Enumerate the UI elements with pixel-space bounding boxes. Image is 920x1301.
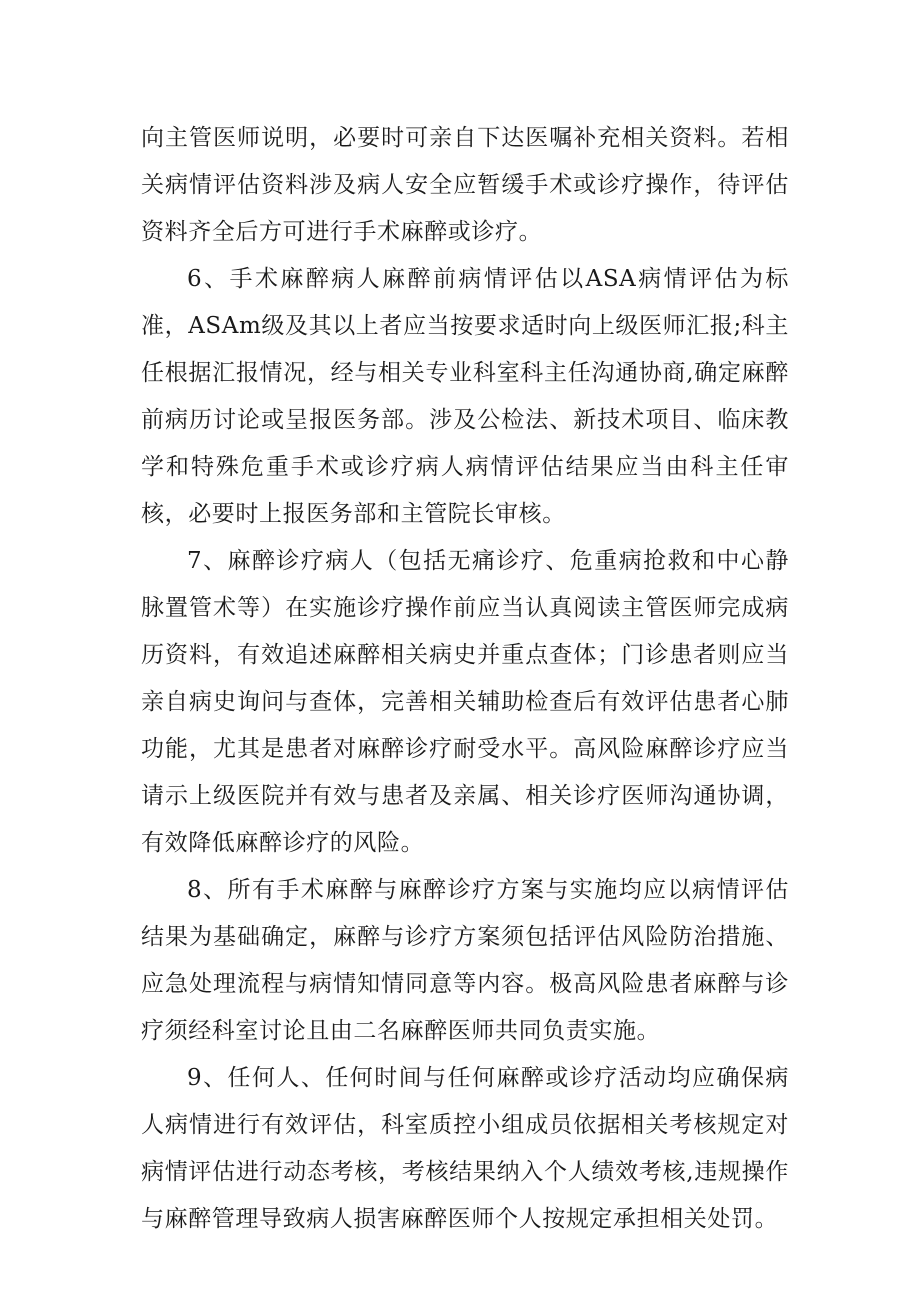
paragraph-item-8: 8、所有手术麻醉与麻醉诊疗方案与实施均应以病情评估结果为基础确定，麻醉与诊疗方案须包括评估风险防治措施、应急处理流程与病情知情同意等内容。极高风险患者麻醉与诊疗须经科室讨论且由二名麻醉医师共同负责实施。 bbox=[141, 877, 789, 1044]
paragraph-item-9: 9、任何人、任何时间与任何麻醉或诊疗活动均应确保病人病情进行有效评估，科室质控小组成员依据相关考核规定对病情评估进行动态考核，考核结果纳入个人绩效考核,违规操作与麻醉管理导致病人损害麻醉医师个人按规定承担相关处罚。 bbox=[141, 1065, 789, 1232]
document-body bbox=[141, 115, 789, 1243]
paragraph-item-7: 7、麻醉诊疗病人（包括无痛诊疗、危重病抢救和中心静脉置管术等）在实施诊疗操作前应当认真阅读主管医师完成病历资料，有效追述麻醉相关病史并重点查体；门诊患者则应当亲自病史询问与查体，完善相关辅助检查后有效评估患者心肺功能，尤其是患者对麻醉诊疗耐受水平。高风险麻醉诊疗应当请示上级医院并有效与患者及亲属、相关诊疗医师沟通协调，有效降低麻醉诊疗的风险。 bbox=[141, 548, 789, 856]
paragraph-item-6: 6、手术麻醉病人麻醉前病情评估以ASA病情评估为标准，ASAm级及其以上者应当按要求适时向上级医师汇报;科主任根据汇报情况，经与相关专业科室科主任沟通协商,确定麻醉前病历讨论或呈报医务部。涉及公检法、新技术项目、临床教学和特殊危重手术或诊疗病人病情评估结果应当由科主任审核，必要时上报医务部和主管院长审核。 bbox=[141, 266, 789, 527]
paragraph-continuation: 向主管医师说明，必要时可亲自下达医嘱补充相关资料。若相关病情评估资料涉及病人安全应暂缓手术或诊疗操作，待评估资料齐全后方可进行手术麻醉或诊疗。 bbox=[141, 125, 789, 245]
